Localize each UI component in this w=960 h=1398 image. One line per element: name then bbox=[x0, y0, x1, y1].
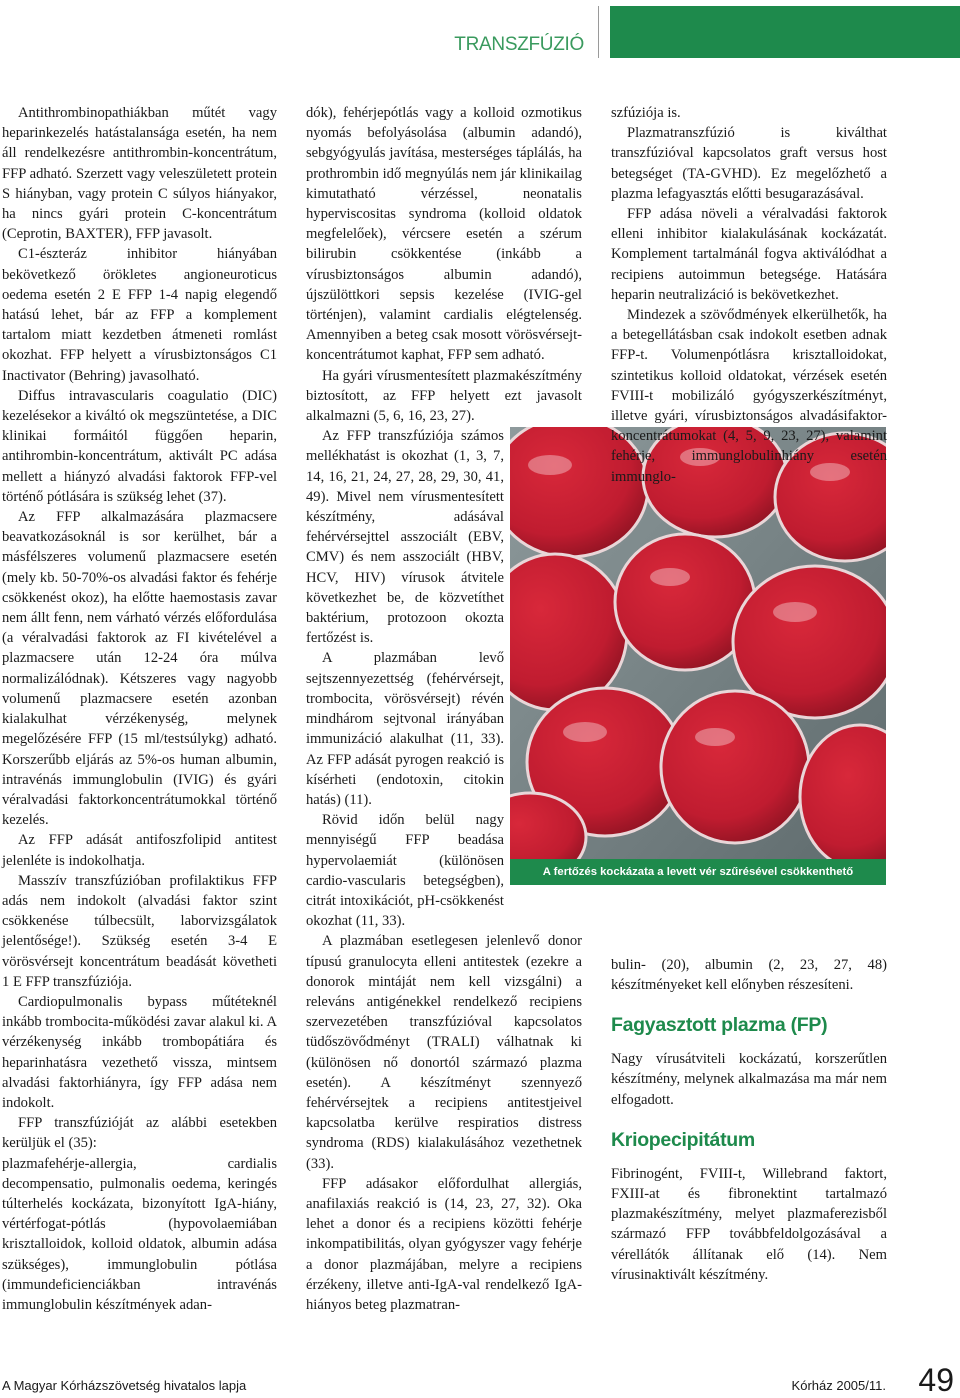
paragraph: FFP transzfúzióját az alábbi esetekben kerüljük el (35): bbox=[2, 1115, 277, 1152]
paragraph: Diffus intravascularis coagulatio (DIC) kezelésekor a kiváltó ok megszüntetése, a DIC klinikai formáitól függően heparin, antihrombin-koncentrátum, aktivált PC adása mellett a hiányzó alvadási faktorok FFP-vel történő pótlására is szükség lehet (37). bbox=[2, 387, 277, 505]
paragraph: Mindezek a szövődmények elkerülhetők, ha a betegellátásban csak indokolt esetben adnak FFP-t. Volumenpótlásra krisztalloidokat, szintetikus kolloid oldatokat, vérzések esetén FVIII-t mobilizáló gyógyszerkészítményt, illetve gyári, vírusbiztonságos alvadásifaktor-koncentrátumokat (4, 5, 9, 23, 27), valamint fehérje, immunglobulinhiány esetén immunglo- bbox=[611, 307, 887, 485]
paragraph: szfúziója is. bbox=[611, 105, 681, 121]
paragraph: bulin- (20), albumin (2, 23, 27, 48) készítményeket kell előnyben részesíteni. bbox=[611, 956, 887, 994]
section-title: TRANSZFÚZIÓ bbox=[454, 34, 584, 55]
paragraph: Az FFP adását antifoszfolipid antitest jelenléte is indokolhatja. bbox=[2, 832, 277, 869]
header-divider bbox=[598, 6, 599, 58]
paragraph: Fibrinogént, FVIII-t, Willebrand faktort, FXIII-at és fibronektint tartalmazó plazmakészítmény, melyet plazmaferezisből származó FFP továbbfeldolgozásával a vérellátók állítanak elő (14). Nem vírusinaktivált készítmény. bbox=[611, 1165, 887, 1283]
figure-caption: A fertőzés kockázata a levett vér szűrésével csökkenthető bbox=[510, 859, 886, 885]
paragraph: Rövid időn belül nagy mennyiségű FFP beadása hypervolaemiát (különösen cardio-vascularis betegségben), citrát intoxikációt, pH-csökkenést okozhat (11, 33). bbox=[306, 812, 504, 930]
paragraph: Cardiopulmonalis bypass műtéteknél inkább trombocita-működési zavar alakul ki. A vérzékenység inkább trombopátiára és heparinhatásra vezethető vissza, mintsem alvadási faktorhiányra, így FFP adása nem indokolt. bbox=[2, 993, 277, 1111]
paragraph: Plazmatranszfúzió is kiválthat transzfúzióval kapcsolatos graft versus host betegséget (TA-GVHD). Ez megelőzhető a plazma lefagyasztás előtti besugarazásával. bbox=[611, 125, 887, 202]
paragraph: plazmafehérje-allergia, cardialis decompensatio, pulmonalis oedema, keringés túlterhelés kockázata, bizonyított IgA-hiány, vértérfogat-pótlás (hypovolaemiában krisztalloidok, kolloid oldatok, albumin adása szükséges), immunglobulin pótlása (immundeficienciákban intravénás immunglobulin készítmények adan- bbox=[2, 1155, 277, 1313]
paragraph: dók), fehérjepótlás vagy a kolloid ozmotikus nyomás befolyásolása (albumin adandó), sebgyógyulás javítása, mesterséges táplálás, ha prothrombin idő megnyúlás nem jár klinikailag kimutatható vérzéssel, neonatalis hyperviscositas syndroma (kolloid oldatok megfelelőek), vércsere esetén a szérum bilirubin csökkentése (inkább a vírusbiztonságos albumin adandó), újszülöttkori sepsis kezelése (IVIG-gel történjen), valamint cardialis elégtelenség. Amennyiben a beteg csak mosott vörösvérsejt-koncentrátumot kaphat, FFP sem adható. bbox=[306, 105, 583, 364]
paragraph: FFP adása növeli a véralvadási faktorok elleni inhibitor kialakulásának kockázatát. Komplement tartalmánál fogva aktiválódhat a recipiens autoimmun betegsége. Hatására heparin neutralizáció is bekövetkezhet. bbox=[611, 206, 887, 303]
subheading-fp: Fagyasztott plazma (FP) bbox=[611, 1014, 828, 1037]
paragraph: Nagy vírusátviteli kockázatú, korszerűtlen készítmény, melynek alkalmazása ma már nem elfogadott. bbox=[611, 1051, 887, 1108]
paragraph: A plazmában esetlegesen jelenlevő donor típusú granulocyta elleni antitestek (ezekre a donorok mintáját nem kell vizsgálni) a releváns antigénekkel rendelkező recipiens szervezetében transzfúzióval kapcsolatos tüdőszövődményt (TRALI) válhatnak ki (különösen nő donortól származó plazma esetén). A készítményt szennyező fehérvérsejtek a recipiens antitestjeivel kapcsolatba kerülve respiratios distress syndroma (RDS) kialakulásához vezethetnek (33). bbox=[306, 933, 582, 1172]
footer-issue: Kórház 2005/11. bbox=[791, 1378, 886, 1393]
paragraph: FFP adásakor előfordulhat allergiás, anafilaxiás reakció is (14, 23, 27, 32). Oka lehet a donor és a recipiens közötti fehérje inkompatibilitás, olyan gyógyszer vagy fehérje a donor plazmájában, melyre a recipiens érzékeny, illetve anti-IgA-val rendelkező IgA-hiányos beteg plazmatran- bbox=[306, 1175, 582, 1313]
paragraph: C1-észteráz inhibitor hiányában bekövetkező örökletes angioneuroticus oedema esetén 2 E FFP 1-4 napig elegendő hatású lehet, bár az FFP a komplement tartalom miatt kezdetben átmeneti romlást okozhat. FFP helyett a vírusbiztonságos C1 Inactivator (Behring) javasolható. bbox=[2, 246, 277, 384]
header-color-bar bbox=[610, 6, 960, 58]
subheading-cryo: Kriopecipitátum bbox=[611, 1128, 755, 1151]
paragraph: Az FFP transzfúziója számos mellékhatást is okozhat (1, 3, 7, 14, 16, 21, 24, 27, 28, 29, 30, 41, 49). Mivel nem vírusmentesített készítmény, adásával fehérvérsejttel asszociált (EBV, CMV) és nem asszociált (HBV, HCV, HIV) vírusok átvitele következhet be, de közvetíthet baktérium, protozoon okozta fertőzést is. bbox=[306, 428, 504, 647]
footer-publication: A Magyar Kórházszövetség hivatalos lapja bbox=[2, 1378, 247, 1393]
column-right bbox=[611, 103, 887, 1285]
paragraph: Ha gyári vírusmentesített plazmakészítmény biztosított, az FFP helyett ezt javasolt alkalmazni (5, 6, 16, 23, 27). bbox=[306, 367, 582, 425]
paragraph: Antithrombinopathiákban műtét vagy heparinkezelés hatástalansága esetén, ha nem áll rendelkezésre antithrombin-koncentrátum, FFP adható. Szerzett vagy veleszületett protein S hiányban, vagy protein C súlyos hiányakor, ha nincs gyári protein C-koncentrátum (Ceprotin, BAXTER), FFP javasolt. bbox=[2, 105, 277, 243]
paragraph: Masszív transzfúzióban profilaktikus FFP adás nem indokolt (alvadási faktor szint csökkenése túlbecsült, laborvizsgálatok jelentősége!). Szükség esetén 3-4 E vörösvérsejt koncentrátum beadását követheti 1 E FFP transzfúziója. bbox=[2, 872, 277, 990]
column-left bbox=[2, 103, 277, 1315]
page-number: 49 bbox=[918, 1362, 954, 1398]
figure-spacer bbox=[611, 487, 887, 945]
paragraph: Az FFP alkalmazására plazmacsere beavatkozásoknál is sor kerülhet, bár a másfélszeres volumenű plazmacsere esetén (mely kb. 50-70%-os alvadási faktor és fehérje csökkenést okoz), ha előtte haemostasis zavar nem állt fenn, nem várható vérzés előfordulása (a véralvadási faktorok az FI kivételével a plazmacsere után 12-24 óra múlva normalizálódnak). Kétszeres vagy nagyobb volumenű plazmacsere esetén azonban kialakulhat vérzékenység, melynek megelőzésére FFP (15 ml/testsúlykg) adható. Korszerűbb eljárás az 5%-os human albumin, intravénás immunglobulin (IVIG) és gyári véralvadási faktorkoncentrátumokkal történő kezelés. bbox=[2, 509, 277, 829]
paragraph: A plazmában levő sejtszennyezettség (fehérvérsejt, trombocita, vörösvérsejt) révén mindhárom sejtvonal irányában immunizáció alakulhat (11, 33). Az FFP adását pyrogen reakció is kísérheti (endotoxin, citokin hatás) (11). bbox=[306, 650, 504, 808]
